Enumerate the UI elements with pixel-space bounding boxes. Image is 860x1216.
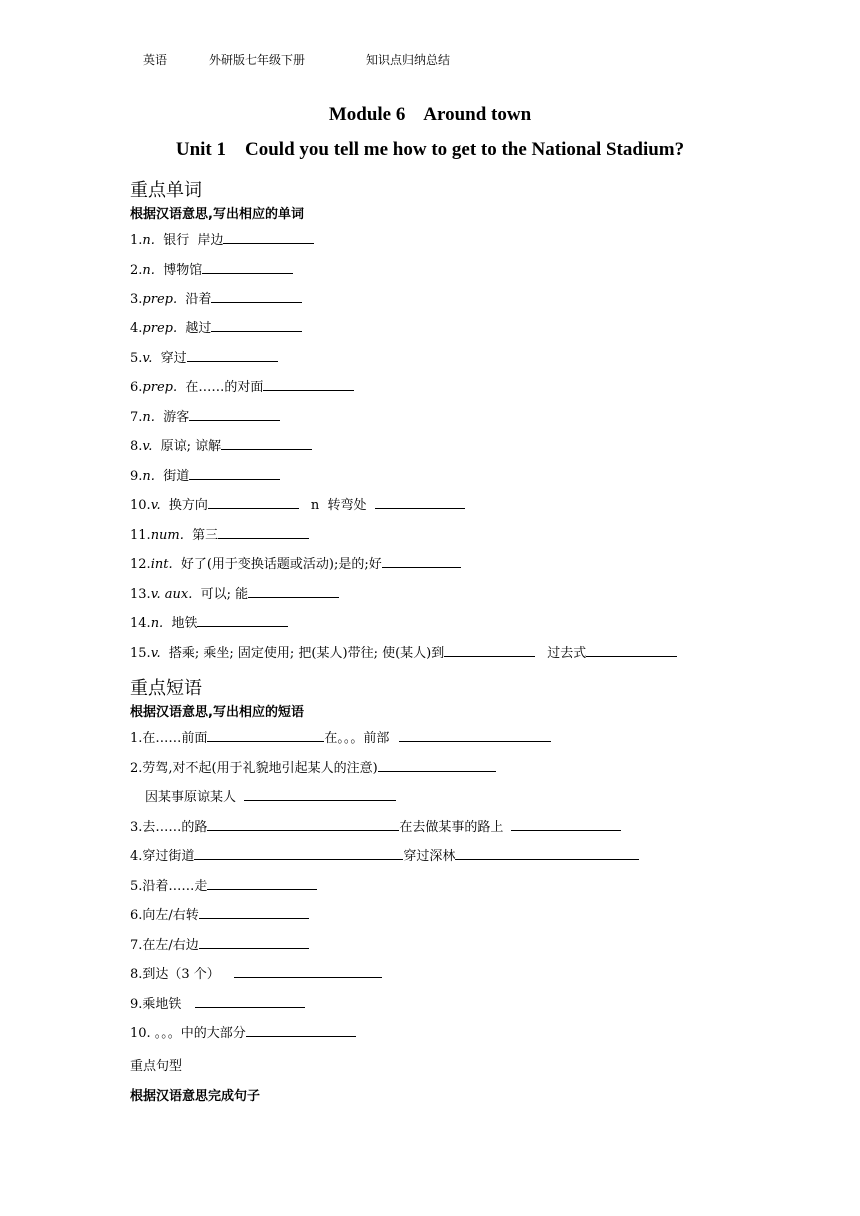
answer-blank[interactable]: [399, 727, 551, 742]
answer-blank[interactable]: [246, 1022, 356, 1037]
header-subject: 英语: [143, 53, 168, 67]
phrase-item: 8.到达（3 个）: [130, 963, 382, 983]
header-type: 知识点归纳总结: [366, 53, 451, 67]
answer-blank[interactable]: [199, 934, 309, 949]
phrase-item: 5.沿着……走: [130, 875, 317, 895]
word-item: 9.n. 街道: [130, 465, 280, 485]
phrases-heading: 重点短语: [130, 678, 202, 699]
word-item: 6.prep. 在……的对面: [130, 376, 354, 396]
answer-blank[interactable]: [382, 553, 461, 568]
word-item: 14.n. 地铁: [130, 612, 288, 632]
unit-title: Unit 1 Could you tell me how to get to the National Stadium?: [175, 139, 685, 160]
answer-blank[interactable]: [375, 494, 465, 509]
word-item: 11.num. 第三: [130, 524, 309, 544]
answer-blank[interactable]: [234, 963, 382, 978]
header-book: 外研版七年级下册: [209, 53, 306, 67]
phrase-item: 1.在……前面 在。。。前部: [130, 727, 551, 747]
phrases-instruction: 根据汉语意思,写出相应的短语: [130, 705, 304, 720]
answer-blank[interactable]: [211, 288, 302, 303]
sentences-heading: 重点句型: [130, 1059, 183, 1074]
word-item: 3.prep. 沿着: [130, 288, 302, 308]
word-item: 8.v. 原谅; 谅解: [130, 435, 312, 455]
word-item: 12.int. 好了(用于变换话题或活动);是的;好: [130, 553, 461, 573]
answer-blank[interactable]: [194, 845, 403, 860]
answer-blank[interactable]: [263, 376, 354, 391]
word-item: 10.v. 换方向 n 转弯处: [130, 494, 465, 514]
phrase-item: 9.乘地铁: [130, 993, 305, 1013]
answer-blank[interactable]: [187, 347, 278, 362]
answer-blank[interactable]: [244, 786, 396, 801]
answer-blank[interactable]: [223, 229, 314, 244]
module-title: Module 6 Around town: [328, 104, 532, 125]
answer-blank[interactable]: [378, 757, 496, 772]
answer-blank[interactable]: [202, 259, 293, 274]
answer-blank[interactable]: [189, 465, 280, 480]
word-item: 1.n. 银行 岸边: [130, 229, 314, 249]
answer-blank[interactable]: [211, 317, 302, 332]
word-item: 4.prep. 越过: [130, 317, 302, 337]
answer-blank[interactable]: [207, 816, 399, 831]
answer-blank[interactable]: [195, 993, 305, 1008]
words-instruction: 根据汉语意思,写出相应的单词: [130, 207, 304, 222]
word-item: 7.n. 游客: [130, 406, 280, 426]
answer-blank[interactable]: [189, 406, 280, 421]
answer-blank[interactable]: [586, 642, 677, 657]
sentences-instruction: 根据汉语意思完成句子: [130, 1089, 261, 1104]
phrase-item: 2.劳驾,对不起(用于礼貌地引起某人的注意): [130, 757, 496, 777]
word-item: 15.v. 搭乘; 乘坐; 固定使用; 把(某人)带往; 使(某人)到 过去式: [130, 642, 677, 662]
word-item: 13.v. aux. 可以; 能: [130, 583, 339, 603]
answer-blank[interactable]: [207, 875, 317, 890]
answer-blank[interactable]: [197, 612, 288, 627]
answer-blank[interactable]: [207, 727, 324, 742]
phrase-item: 7.在左/右边: [130, 934, 309, 954]
phrase-item: 6.向左/右转: [130, 904, 309, 924]
answer-blank[interactable]: [208, 494, 299, 509]
word-item: 2.n. 博物馆: [130, 259, 293, 279]
answer-blank[interactable]: [444, 642, 535, 657]
answer-blank[interactable]: [221, 435, 312, 450]
phrase-item: 3.去……的路 在去做某事的路上: [130, 816, 621, 836]
answer-blank[interactable]: [511, 816, 621, 831]
word-item: 5.v. 穿过: [130, 347, 278, 367]
words-heading: 重点单词: [130, 180, 202, 201]
answer-blank[interactable]: [455, 845, 639, 860]
phrase-item: 4.穿过街道 穿过深林: [130, 845, 639, 865]
phrase-item: 因某事原谅某人: [145, 786, 396, 806]
answer-blank[interactable]: [218, 524, 309, 539]
answer-blank[interactable]: [248, 583, 339, 598]
answer-blank[interactable]: [199, 904, 309, 919]
phrase-item: 10. 。。。中的大部分: [130, 1022, 356, 1042]
